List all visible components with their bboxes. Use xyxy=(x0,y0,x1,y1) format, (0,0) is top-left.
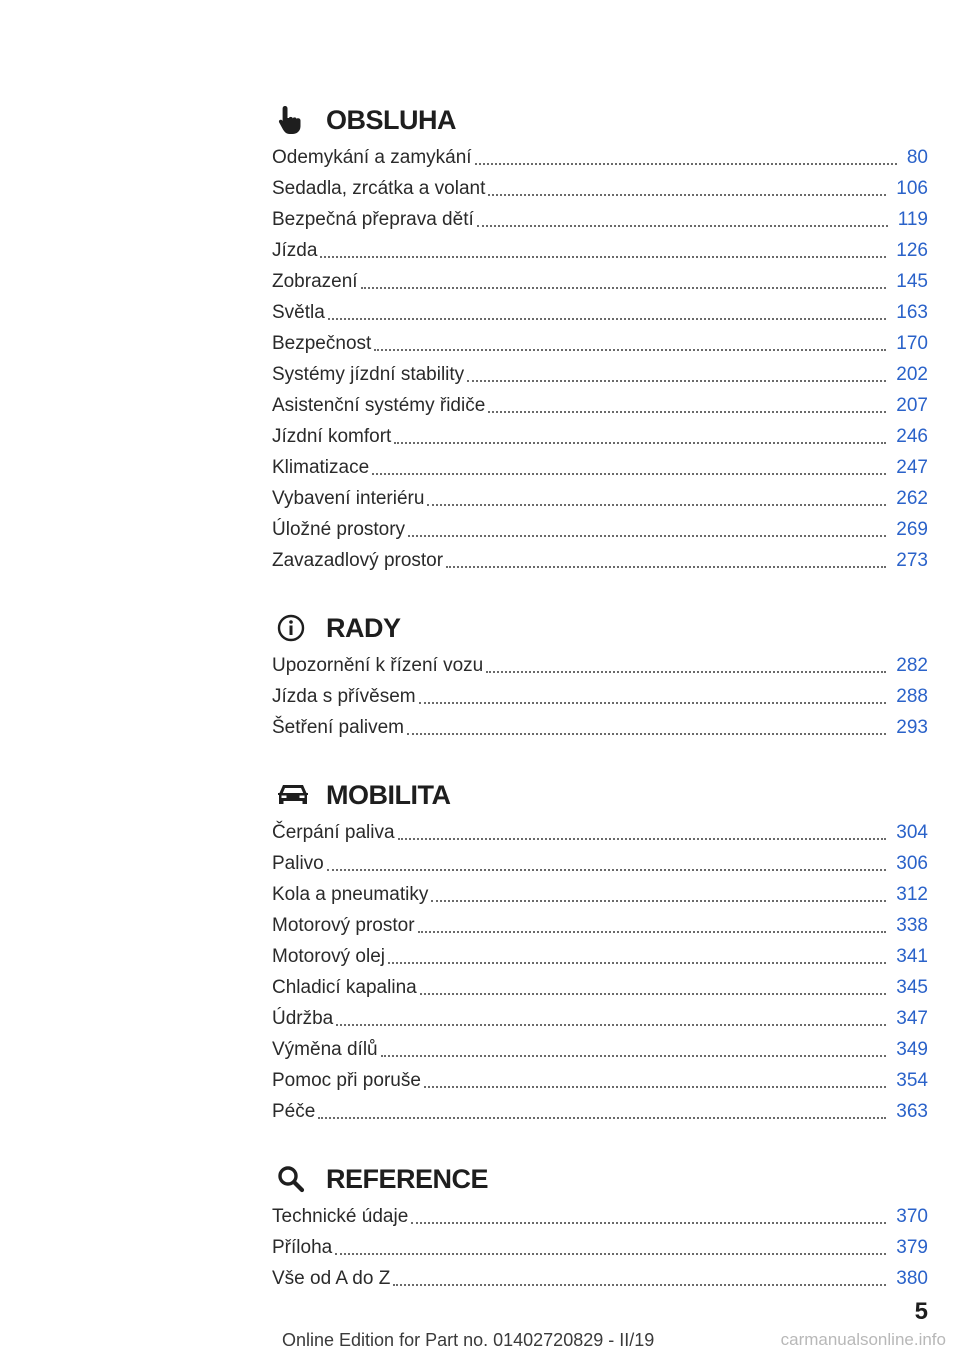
entry-page-link[interactable]: 207 xyxy=(896,395,928,416)
entry-page-link[interactable]: 282 xyxy=(896,655,928,676)
entry-label: Příloha xyxy=(272,1237,333,1258)
entry-page-link[interactable]: 106 xyxy=(896,178,928,199)
toc-entry[interactable] xyxy=(272,712,928,743)
section-rady xyxy=(272,608,928,743)
info-circle-icon xyxy=(276,611,310,645)
toc-entry[interactable] xyxy=(272,1065,928,1096)
entry-page-link[interactable]: 306 xyxy=(896,853,928,874)
toc-entry[interactable] xyxy=(272,452,928,483)
toc-entry[interactable] xyxy=(272,545,928,576)
entry-page-link[interactable]: 341 xyxy=(896,946,928,967)
entry-page-link[interactable]: 293 xyxy=(896,717,928,738)
entry-label: Technické údaje xyxy=(272,1206,409,1227)
entry-page-link[interactable]: 370 xyxy=(896,1206,928,1227)
entry-label: Bezpečnost xyxy=(272,333,372,354)
entry-page-link[interactable]: 379 xyxy=(896,1237,928,1258)
entry-page-link[interactable]: 380 xyxy=(896,1268,928,1289)
entry-label: Úložné prostory xyxy=(272,519,406,540)
entry-label: Čerpání paliva xyxy=(272,822,395,843)
section-mobilita xyxy=(272,775,928,1127)
entry-label: Jízda s přívěsem xyxy=(272,686,416,707)
section-title: MOBILITA xyxy=(326,779,451,810)
section-header xyxy=(276,1159,928,1199)
entry-page-link[interactable]: 363 xyxy=(896,1101,928,1122)
car-icon xyxy=(276,778,310,812)
entry-label: Výměna dílů xyxy=(272,1039,378,1060)
entry-page-link[interactable]: 349 xyxy=(896,1039,928,1060)
entry-label: Péče xyxy=(272,1101,316,1122)
entry-label: Pomoc při poruše xyxy=(272,1070,421,1091)
toc-entry[interactable] xyxy=(272,941,928,972)
toc-entry[interactable] xyxy=(272,390,928,421)
toc-entry[interactable] xyxy=(272,235,928,266)
page-number: 5 xyxy=(914,1298,928,1325)
entry-label: Zobrazení xyxy=(272,271,358,292)
entry-page-link[interactable]: 273 xyxy=(896,550,928,571)
entry-label: Palivo xyxy=(272,853,324,874)
entry-page-link[interactable]: 246 xyxy=(896,426,928,447)
toc-entry[interactable] xyxy=(272,817,928,848)
toc-entry[interactable] xyxy=(272,328,928,359)
toc-entry[interactable] xyxy=(272,1096,928,1127)
entry-page-link[interactable]: 269 xyxy=(896,519,928,540)
toc-entry[interactable] xyxy=(272,879,928,910)
entry-label: Vybavení interiéru xyxy=(272,488,425,509)
section-reference xyxy=(272,1159,928,1294)
entry-page-link[interactable]: 163 xyxy=(896,302,928,323)
entry-label: Motorový prostor xyxy=(272,915,415,936)
toc-entry[interactable] xyxy=(272,483,928,514)
section-title: REFERENCE xyxy=(326,1163,489,1194)
entry-label: Šetření palivem xyxy=(272,717,405,738)
footer-edition: Online Edition for Part no. 01402720829 - II/19 xyxy=(282,1330,655,1350)
entry-page-link[interactable]: 347 xyxy=(896,1008,928,1029)
toc-entry[interactable] xyxy=(272,681,928,712)
entry-label: Zavazadlový prostor xyxy=(272,550,444,571)
entry-label: Údržba xyxy=(272,1008,334,1029)
hand-pointer-icon xyxy=(276,103,310,137)
entry-label: Motorový olej xyxy=(272,946,385,967)
entry-page-link[interactable]: 119 xyxy=(897,209,928,230)
entry-label: Jízda xyxy=(272,240,318,261)
toc-entry[interactable] xyxy=(272,1034,928,1065)
entry-label: Chladicí kapalina xyxy=(272,977,417,998)
entry-page-link[interactable]: 170 xyxy=(896,333,928,354)
entry-label: Bezpečná přeprava dětí xyxy=(272,209,474,230)
toc-entry[interactable] xyxy=(272,204,928,235)
entry-label: Klimatizace xyxy=(272,457,370,478)
toc-entry[interactable] xyxy=(272,910,928,941)
toc-entry[interactable] xyxy=(272,297,928,328)
section-title: OBSLUHA xyxy=(326,104,456,135)
toc-entry[interactable] xyxy=(272,514,928,545)
entry-page-link[interactable]: 126 xyxy=(896,240,928,261)
entry-label: Systémy jízdní stability xyxy=(272,364,465,385)
entry-label: Upozornění k řízení vozu xyxy=(272,655,484,676)
toc-entry[interactable] xyxy=(272,848,928,879)
entry-page-link[interactable]: 312 xyxy=(896,884,928,905)
table-of-contents xyxy=(272,100,928,1294)
entry-page-link[interactable]: 247 xyxy=(896,457,928,478)
entry-page-link[interactable]: 80 xyxy=(906,147,928,168)
toc-entry[interactable] xyxy=(272,972,928,1003)
toc-entry[interactable] xyxy=(272,142,928,173)
entry-page-link[interactable]: 202 xyxy=(896,364,928,385)
section-obsluha xyxy=(272,100,928,576)
toc-entry[interactable] xyxy=(272,1201,928,1232)
watermark: carmanualsonline.info xyxy=(780,1330,946,1349)
toc-entry[interactable] xyxy=(272,1232,928,1263)
entry-page-link[interactable]: 354 xyxy=(896,1070,928,1091)
section-header xyxy=(276,775,928,815)
toc-entry[interactable] xyxy=(272,359,928,390)
entry-page-link[interactable]: 262 xyxy=(896,488,928,509)
entry-page-link[interactable]: 338 xyxy=(896,915,928,936)
section-header xyxy=(276,608,928,648)
entry-label: Jízdní komfort xyxy=(272,426,392,447)
entry-label: Sedadla, zrcátka a volant xyxy=(272,178,486,199)
entry-label: Vše od A do Z xyxy=(272,1268,391,1289)
toc-entry[interactable] xyxy=(272,1263,928,1294)
entry-page-link[interactable]: 288 xyxy=(896,686,928,707)
entry-page-link[interactable]: 145 xyxy=(896,271,928,292)
toc-entry[interactable] xyxy=(272,266,928,297)
toc-entry[interactable] xyxy=(272,1003,928,1034)
entry-page-link[interactable]: 304 xyxy=(896,822,928,843)
entry-label: Kola a pneumatiky xyxy=(272,884,429,905)
entry-page-link[interactable]: 345 xyxy=(896,977,928,998)
magnifier-icon xyxy=(276,1162,310,1196)
section-header xyxy=(276,100,928,140)
toc-entry[interactable] xyxy=(272,650,928,681)
toc-entry[interactable] xyxy=(272,421,928,452)
entry-label: Světla xyxy=(272,302,325,323)
toc-entry[interactable] xyxy=(272,173,928,204)
entry-label: Odemykání a zamykání xyxy=(272,147,472,168)
entry-label: Asistenční systémy řidiče xyxy=(272,395,486,416)
section-title: RADY xyxy=(326,612,401,643)
